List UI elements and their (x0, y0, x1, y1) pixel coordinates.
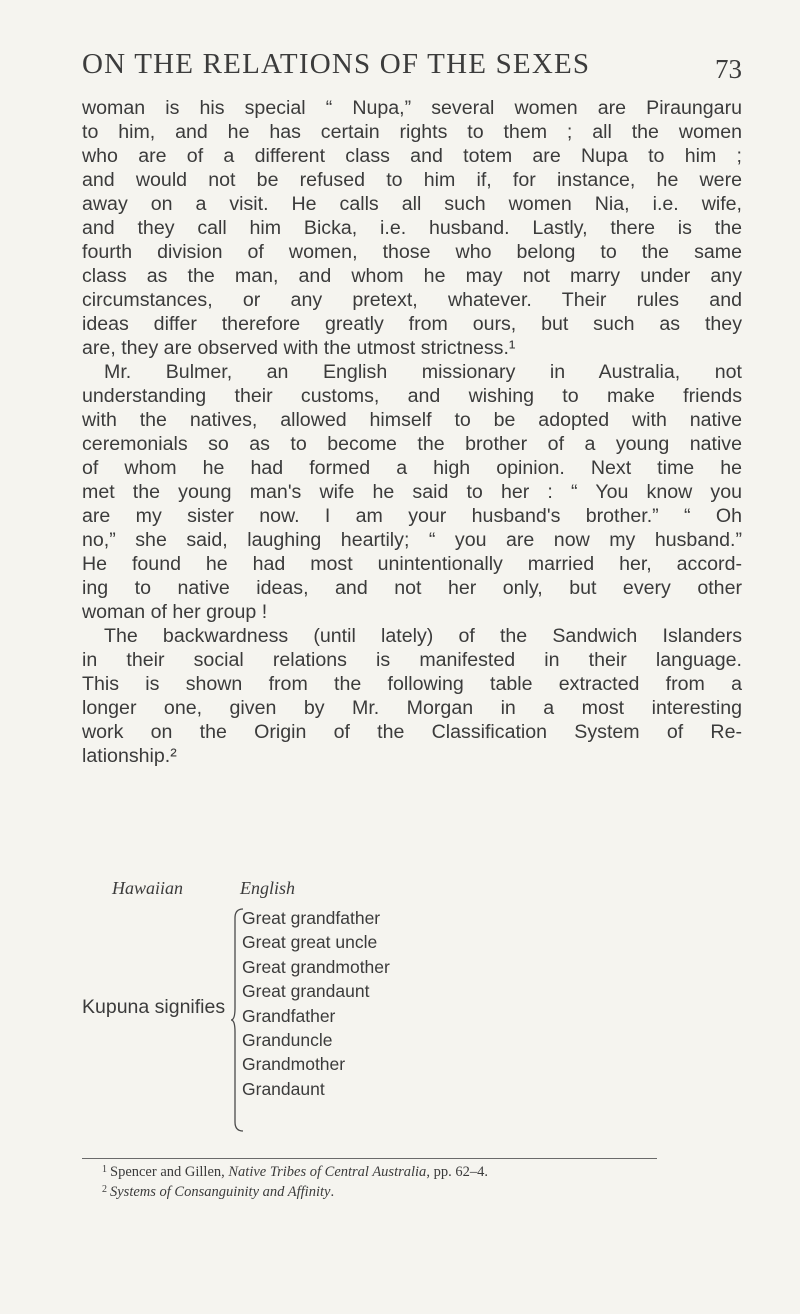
footnote-divider (82, 1158, 657, 1159)
english-term: Grandaunt (242, 1078, 325, 1099)
text-line: class as the man, and whom he may not marry under any (82, 265, 742, 287)
footnote-mark: 1 (102, 1164, 107, 1175)
text-line: longer one, given by Mr. Morgan in a most interesting (82, 697, 742, 719)
footnote-text: . (330, 1184, 335, 1200)
paragraph-1 (82, 96, 742, 360)
english-term: Great grandmother (242, 956, 390, 977)
english-terms-list (242, 906, 390, 1101)
text-line: work on the Origin of the Classification System of Re- (82, 721, 742, 743)
text-line: of whom he had formed a high opinion. Next time he (82, 457, 742, 479)
text-line: away on a visit. He calls all such women Nia, i.e. wife, (82, 193, 742, 215)
text-line: woman of her group ! (82, 601, 268, 623)
text-line: He found he had most unintentionally married her, accord- (82, 553, 742, 575)
footnote-2 (82, 1182, 742, 1202)
text-line: ceremonials so as to become the brother of a young native (82, 433, 742, 455)
english-term: Grandfather (242, 1005, 336, 1026)
text-line: no,” she said, laughing heartily; “ you are now my husband.” (82, 529, 742, 551)
text-line: fourth division of women, those who belong to the same (82, 241, 742, 263)
hawaiian-term: Kupuna signifies (82, 996, 226, 1018)
page-number: 73 (715, 54, 742, 84)
text-line: Mr. Bulmer, an English missionary in Australia, not (104, 361, 742, 383)
column-header-english: English (240, 878, 296, 898)
page-header (82, 48, 742, 88)
footnote-title: Native Tribes of Central Australia (228, 1164, 427, 1180)
text-line: lationship.² (82, 745, 177, 767)
english-term: Granduncle (242, 1030, 333, 1051)
footnotes (82, 1162, 742, 1202)
text-line: met the young man's wife he said to her : “ You know you (82, 481, 742, 503)
english-term: Great great uncle (242, 932, 378, 953)
paragraph-2 (82, 360, 742, 624)
text-line: circumstances, or any pretext, whatever. Their rules and (82, 289, 742, 311)
text-line: who are of a different class and totem are Nupa to him ; (82, 145, 742, 167)
text-line: and would not be refused to him if, for instance, he were (82, 169, 742, 191)
text-line: and they call him Bicka, i.e. husband. Lastly, there is the (82, 217, 742, 239)
english-term: Great grandfather (242, 908, 381, 928)
text-line: woman is his special “ Nupa,” several women are Piraungaru (82, 97, 742, 119)
text-line: ing to native ideas, and not her only, but every other (82, 577, 742, 599)
english-term: Great grandaunt (242, 981, 370, 1002)
english-term: Grandmother (242, 1054, 346, 1075)
text-line: The backwardness (until lately) of the Sandwich Islanders (104, 625, 742, 647)
running-head: ON THE RELATIONS OF THE SEXES (82, 48, 591, 80)
text-line: This is shown from the following table extracted from a (82, 673, 742, 695)
body-text (82, 96, 742, 768)
text-line: are my sister now. I am your husband's brother.” “ Oh (82, 505, 742, 527)
footnote-title: Systems of Consanguinity and Affinity (110, 1184, 331, 1200)
text-line: understanding their customs, and wishing to make friends (82, 385, 742, 407)
footnote-mark: 2 (102, 1184, 107, 1195)
paragraph-3 (82, 624, 742, 768)
text-line: with the natives, allowed himself to be adopted with native (82, 409, 742, 431)
footnote-1 (82, 1162, 742, 1182)
text-line: ideas differ therefore greatly from ours, but such as they (82, 313, 742, 335)
text-line: to him, and he has certain rights to them ; all the women (82, 121, 742, 143)
kinship-table (82, 878, 742, 1138)
text-line: in their social relations is manifested in their language. (82, 649, 742, 671)
column-header-hawaiian: Hawaiian (112, 878, 184, 898)
text-line: are, they are observed with the utmost strictness.¹ (82, 337, 516, 359)
footnote-text: Spencer and Gillen, (110, 1164, 229, 1180)
footnote-text: , pp. 62–4. (426, 1164, 488, 1180)
